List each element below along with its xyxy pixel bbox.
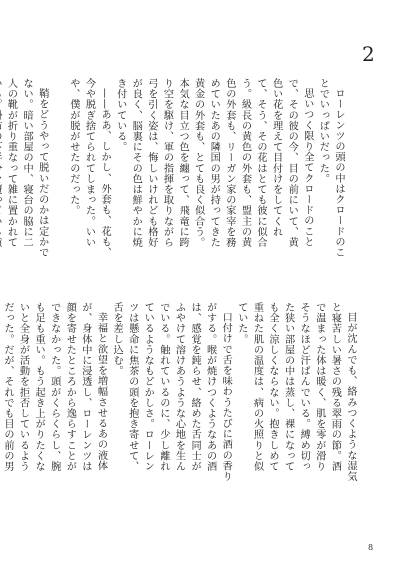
paragraph: 鞘をどうやって脱いだのかは定かでない。暗い部屋の中、寝台の脇に二人の靴が折り重なって雑に置かれて (5, 78, 48, 258)
chapter-number: 2 (362, 42, 375, 66)
paragraph: 思いつく限り全てクロードのことで、その彼の今、目の前にいて、黄色い花を理えて目付けをしてくれて、そう、その花はとても彼に似合う。級長の黄色の外套も、盟主の黄色の外套も、リーガン家の家宰を務めていたあの隣国の男が持ってきた黄金の外套も、とても良く似合う。本気な目立つ色を纏って、飛竜に跨り空を駆け、軍の指揮を取りながら弓を引く姿は、悔しいけれども格好が良く、脳裏にその色は鮮やかに焼き付いている。 (114, 78, 313, 248)
paragraph-spacer (50, 78, 66, 258)
text-column-bottom (1, 302, 358, 482)
paragraph: ローレンツの頭の中はクロードのことでいっぱいだった。 (317, 78, 344, 258)
paragraph: 口付けで舌を味わうたびに酒の香りがする。喉が焼けつくようなあの酒は、感覚を鈍らせ、絡めた舌同士がふやけて溶けあうような心地を生んでいる。触れているのに、少し離れているようなもどかしさ。ローレンツは懸命に焦茶の頭を抱き寄せて、舌を差し込む。 (111, 302, 232, 482)
page-number: 8 (368, 543, 374, 552)
paragraph: 目が沈んでも、絡みつくような湿気と寝苦しい暑さの残る翠雨の節。酒で温まった体は暖く、肌を零が滑りそうなほど汗ばんでいる。縛め切った狭い部屋の中は蒸し、裸になっても全く涼しくならない。抱きしめて重ねた肌の温度は、病の火照りと似ていた。 (235, 302, 356, 482)
paragraph: ——ああ、しかし、外套も、花も、今や脱ぎ捨てられてしまった。いいや、僕が脱がせたのだった。 (67, 78, 111, 258)
text-column-top (5, 78, 346, 258)
paragraph: 幸福と欲望を増幅させるあの液体が、身体中に浸透し、ローレンツは顔を寄せたところから逸らすことができなかった。頭がくらくらし、腕も足も重い。もう起き上がりたくないと全身が活動を拒否しているようだった。だが、それでも目の前の男 (1, 302, 107, 472)
